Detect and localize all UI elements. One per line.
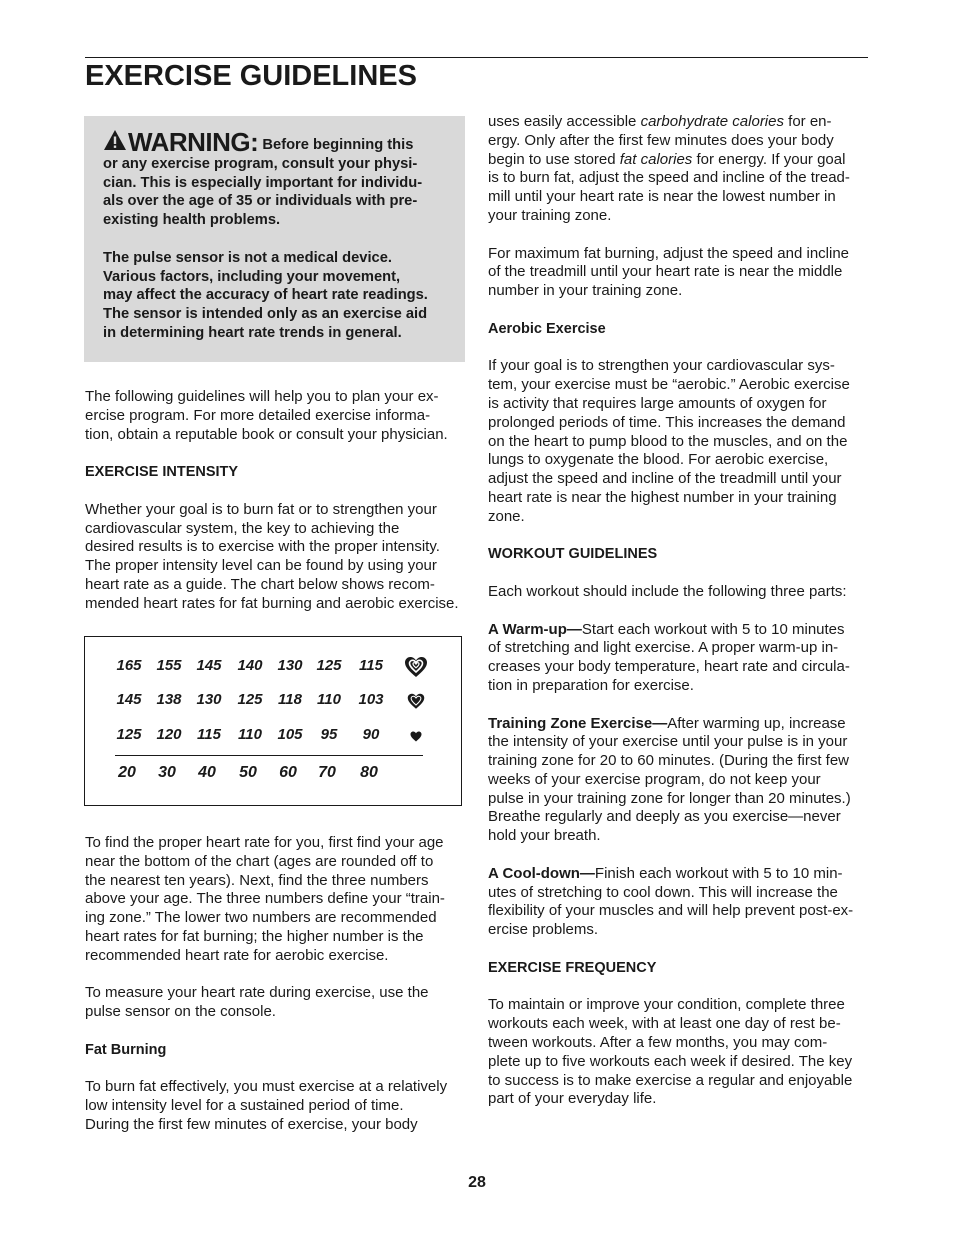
fat-calories-emphasis: fat calories [619,150,693,168]
cool-down-text [488,865,873,940]
age-value: 50 [239,764,257,781]
find-heart-rate-text: To find the proper heart rate for you, first find your age near the bottom of the chart (ages are rounded off to the nearest ten years). Next, find the three numbers above your age. The three numbers define your “train- ing zone.” The lower two numbers are recommended heart rates for fat burning; the higher number is the recommended heart rate for aerobic exercise. [85,834,445,964]
heart-rate-value: 105 [277,726,303,743]
heart-rate-value: 95 [320,726,338,743]
exercise-frequency-text: To maintain or improve your condition, complete three workouts each week, with at least one day of rest be- tween workouts. After a few months, you may com- plete up to five workouts each week if desired. The key to success is to make exercise a regular and enjoyable part of your everyday life. [488,996,853,1108]
heart-rate-value: 118 [278,691,302,708]
page-number: 28 [468,1174,486,1191]
age-value: 30 [158,764,176,781]
top-rule [85,57,868,58]
heart-rate-value: 165 [116,657,142,674]
cool-down-body: Finish each workout with 5 to 10 min- utes of stretching to cool down. This will increase the flexibility of your muscles and will help prevent post-ex- ercise problems. [488,864,854,939]
heart-medium-icon [407,693,425,710]
aerobic-exercise-text: If your goal is to strengthen your cardiovascular sys- tem, your exercise must be “aerobic.” Aerobic exercise is activity that requires large amounts of oxygen for prolonged periods of time. This increases the demand on the heart to pump blood to the muscles, and on the lungs to oxygenate the blood. For aerobic exercise, adjust the speed and incline of the treadmill until your heart rate is near the highest number in your training zone. [488,357,850,525]
heart-rate-value: 125 [316,657,342,674]
warning-box [84,116,465,362]
warm-up-body: Start each workout with 5 to 10 minutes of stretching and light exercise. A proper warm-up in- creases your body temperature, heart rate and circula- tion in preparation for exercise. [488,620,850,694]
warning-rest: or any exercise program, consult your physi- cian. This is especially important for individu- als over the age of 35 or individuals with pre- existing health problems. [103,155,423,229]
heart-rate-value: 103 [358,691,384,708]
chart-age-divider [115,755,423,756]
warning-paragraph-2: The pulse sensor is not a medical device. Various factors, including your movement, may affect the accuracy of heart rate readings. The sensor is intended only as an exercise aid in determining heart rate trends in general. [103,249,428,341]
right-column [488,113,873,1109]
fat-cont-part-c: for energy. If your goal is to burn fat, adjust the speed and incline of the tread- mill until your heart rate is near the lowest number in your training zone. [488,150,850,224]
heart-rate-value: 130 [277,657,303,674]
warning-content [103,128,453,343]
training-zone-text [488,715,873,847]
age-value: 70 [318,764,336,781]
heart-rate-value: 125 [116,726,142,743]
warning-lead: Before beginning this [262,137,414,153]
exercise-intensity-heading: EXERCISE INTENSITY [85,464,239,481]
heart-rate-value: 138 [156,691,182,708]
warm-up-text [488,621,873,696]
left-column-lower [85,834,470,1135]
heart-rate-value: 115 [197,726,221,743]
warning-triangle-icon [103,128,127,152]
fat-burning-text: To burn fat effectively, you must exercise at a relatively low intensity level for a sustained period of time. During the first few minutes of exercise, your body [85,1078,448,1133]
heart-rate-value: 155 [156,657,182,674]
warning-label: WARNING: [128,127,259,157]
warm-up-lead: A Warm-up— [488,620,582,638]
exercise-intensity-text: Whether your goal is to burn fat or to strengthen your cardiovascular system, the key to achieving the desired results is to exercise with the proper intensity. The proper intensity level can be found by using your heart rate as a guide. The chart below shows recom- mended heart rates for fat burning and aerobic exercise. [85,500,459,612]
training-zone-body: After warming up, increase the intensity of your exercise until your pulse is in your training zone for 20 to 60 minutes. (During the first few weeks of your exercise program, do not keep your pulse in your training zone for longer than 20 minutes.) Breathe regularly and deeply as you exercise—never hold your breath. [488,714,851,845]
heart-rate-value: 145 [116,691,142,708]
exercise-frequency-heading: EXERCISE FREQUENCY [488,959,657,976]
heart-small-icon [410,731,422,742]
warning-paragraph-1 [103,128,453,230]
heart-rate-value: 120 [156,726,182,743]
heart-rate-value: 140 [237,657,263,674]
aerobic-exercise-heading: Aerobic Exercise [488,320,606,337]
left-column [85,388,470,614]
heart-rate-value: 125 [237,691,263,708]
heart-rate-value: 115 [359,657,383,674]
age-value: 60 [279,764,297,781]
carbohydrate-calories-emphasis: carbohydrate calories [640,113,784,130]
page-title: EXERCISE GUIDELINES [85,60,417,92]
workout-guidelines-heading: WORKOUT GUIDELINES [488,546,658,563]
fat-burning-continued [488,113,873,226]
heart-rate-value: 110 [238,726,262,743]
heart-rate-chart [84,636,462,806]
intro-paragraph: The following guidelines will help you to plan your ex- ercise program. For more detailed exercise informa- tion, obtain a reputable book or consult your physician. [85,388,448,443]
workout-intro-text: Each workout should include the following three parts: [488,582,847,600]
fat-burning-heading: Fat Burning [85,1041,167,1058]
fat-cont-part-b: for en- ergy. Only after the first few minutes does your body begin to use stored [488,113,834,168]
heart-large-icon [404,656,428,678]
age-value: 20 [118,764,136,781]
heart-rate-value: 130 [196,691,222,708]
max-fat-burning-text: For maximum fat burning, adjust the speed and incline of the treadmill until your heart rate is near the middle number in your training zone. [488,244,850,300]
heart-rate-value: 110 [317,691,341,708]
heart-rate-value: 145 [196,657,222,674]
cool-down-lead: A Cool-down— [488,864,595,882]
age-value: 80 [360,764,378,781]
training-zone-lead: Training Zone Exercise— [488,714,668,732]
measure-heart-rate-text: To measure your heart rate during exercise, use the pulse sensor on the console. [85,984,429,1021]
fat-cont-part-a: uses easily accessible [488,113,641,130]
age-value: 40 [198,764,216,781]
heart-rate-value: 90 [362,726,380,743]
